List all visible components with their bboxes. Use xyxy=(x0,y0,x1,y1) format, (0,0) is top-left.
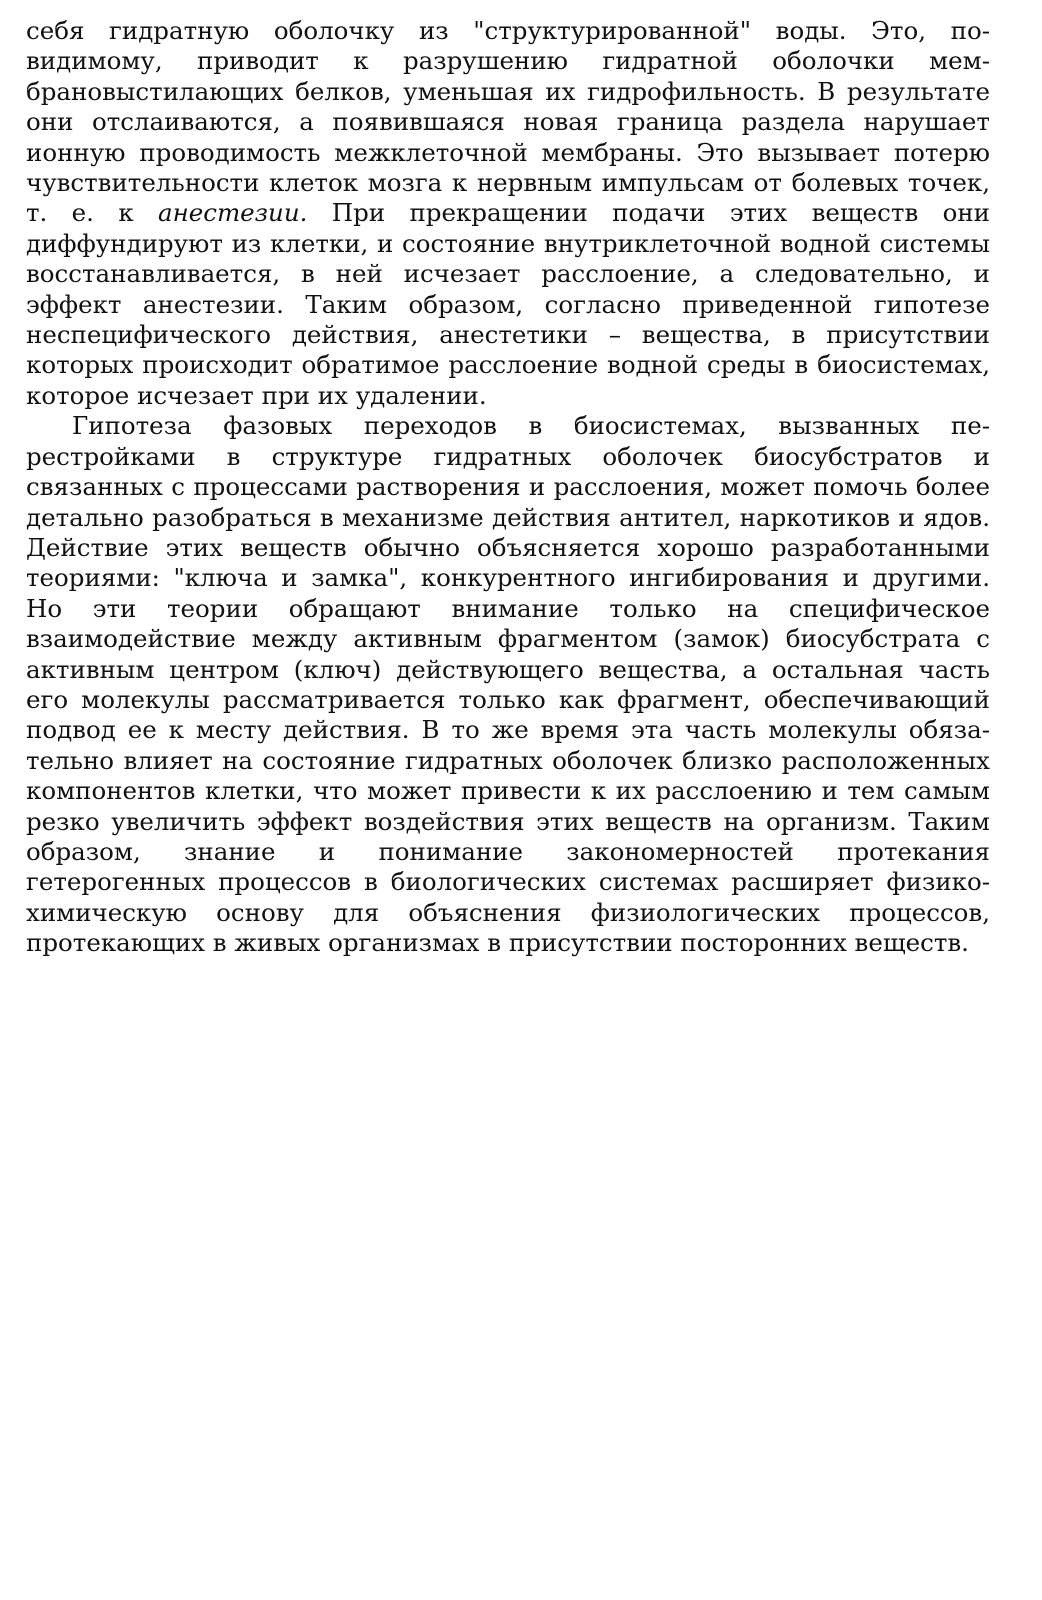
page-text xyxy=(26,16,990,959)
italic-term-anesthesia: анестезии. xyxy=(157,198,308,228)
paragraph-anesthesia xyxy=(26,16,990,411)
paragraph-phase-transitions xyxy=(26,411,990,958)
paragraph-2-text: Гипотеза фазовых переходов в биосистемах, вызванных перестройками в структуре гидратных оболочек биосубстратов и связанных с процессами растворения и расслоения, может помочь более детально разобраться в механизме действия антител, наркотиков и ядов. Действие этих веществ обычно объясняется хорошо разработанными теориями: "ключа и замка", конкурентного ингибирования и другими. Но эти теории обращают внимание только на специфическое взаимодействие между активным фрагментом (замок) биосубстрата с активным центром (ключ) действующего вещества, а остальная часть его молекулы рассматривается только как фрагмент, обеспечивающий подвод ее к месту действия. В то же время эта часть молекулы обязательно влияет на состояние гидратных оболочек близко расположенных компонентов клетки, что может привести к их расслоению и тем самым резко увеличить эффект воздействия этих веществ на организм. Таким образом, знание и понимание закономерностей протекания гетерогенных процессов в биологических системах расширяет физико-химическую основу для объяснения физиологических процессов, протекающих в живых организмах в присутствии посторонних веществ. xyxy=(26,411,990,958)
paragraph-1-text-start: себя гидратную оболочку из "структурированной" воды. Это, повидимому, приводит к разрушению гидратной оболочки мембрановыстилающих белков, уменьшая их гидрофильность. В результате они отслаиваются, а появившаяся новая граница раздела нарушает ионную проводимость межклеточной мембраны. Это вызывает потерю чувствительности клеток мозга к нервным импульсам от болевых точек, т. е. к xyxy=(26,16,990,228)
paragraph-1-text-end: При прекращении подачи этих веществ они диффундируют из клетки, и состояние внутриклеточной водной системы восстанавливается, в ней исчезает расслоение, а следовательно, и эффект анестезии. Таким образом, согласно приведенной гипотезе неспецифического действия, анестетики – вещества, в присутствии которых происходит обратимое расслоение водной среды в биосистемах, которое исчезает при их удалении. xyxy=(26,198,990,410)
